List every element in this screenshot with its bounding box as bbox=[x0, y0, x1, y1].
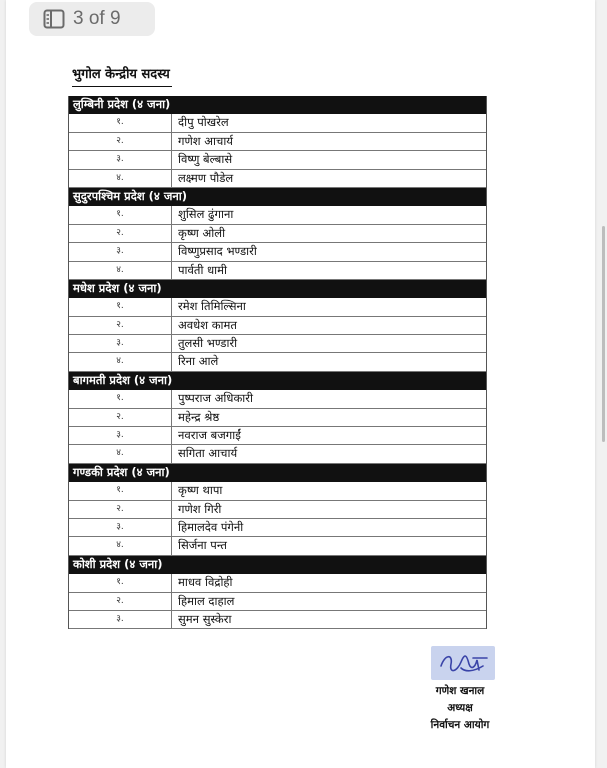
member-name: गणेश आचार्य bbox=[178, 133, 233, 148]
member-name: सिर्जना पन्त bbox=[178, 538, 227, 553]
member-name: अवधेश कामत bbox=[178, 317, 237, 332]
table-row bbox=[69, 170, 486, 188]
row-number: ३. bbox=[69, 335, 172, 352]
row-number: २. bbox=[69, 225, 172, 242]
row-number: ४. bbox=[69, 353, 172, 370]
member-name: तुलसी भण्डारी bbox=[178, 336, 238, 351]
row-number: ३. bbox=[69, 243, 172, 260]
table-row bbox=[69, 611, 486, 629]
table-row bbox=[69, 574, 486, 592]
section-header: गण्डकी प्रदेश (४ जना) bbox=[69, 464, 486, 482]
members-table bbox=[68, 96, 487, 629]
table-row bbox=[69, 353, 486, 371]
signatory-block bbox=[410, 683, 510, 734]
table-row bbox=[69, 317, 486, 335]
member-name: दीपु पोखरेल bbox=[178, 115, 229, 130]
member-name: पार्वती धामी bbox=[178, 262, 227, 277]
row-number: १. bbox=[69, 298, 172, 315]
row-number: १. bbox=[69, 114, 172, 131]
member-name: गणेश गिरी bbox=[178, 501, 222, 516]
row-number: २. bbox=[69, 409, 172, 426]
signatory-role: अध्यक्ष bbox=[447, 702, 473, 714]
table-row bbox=[69, 243, 486, 261]
member-name: कृष्ण थापा bbox=[178, 483, 223, 498]
row-number: ४. bbox=[69, 445, 172, 462]
member-name: रिना आले bbox=[178, 354, 219, 369]
member-name: शुसिल ढुंगाना bbox=[178, 207, 234, 222]
row-number: ३. bbox=[69, 611, 172, 628]
table-row bbox=[69, 409, 486, 427]
signatory-name: गणेश खनाल bbox=[435, 685, 485, 697]
signatory-office: निर्वाचन आयोग bbox=[430, 719, 490, 731]
table-row bbox=[69, 519, 486, 537]
row-number: २. bbox=[69, 317, 172, 334]
table-row bbox=[69, 537, 486, 555]
table-row bbox=[69, 593, 486, 611]
row-number: ३. bbox=[69, 151, 172, 168]
row-number: ४. bbox=[69, 262, 172, 279]
table-row bbox=[69, 298, 486, 316]
table-row bbox=[69, 114, 486, 132]
member-name: नवराज बजगाईं bbox=[178, 428, 241, 443]
row-number: १. bbox=[69, 574, 172, 591]
member-name: हिमाल दाहाल bbox=[178, 593, 235, 608]
member-name: सुमन सुस्केरा bbox=[178, 611, 232, 626]
member-name: पुष्पराज अधिकारी bbox=[178, 391, 253, 406]
table-row bbox=[69, 151, 486, 169]
table-row bbox=[69, 133, 486, 151]
section-header: सुदुरपश्चिम प्रदेश (४ जना) bbox=[69, 188, 486, 206]
row-number: १. bbox=[69, 206, 172, 223]
table-row bbox=[69, 445, 486, 463]
signature-image bbox=[431, 646, 495, 680]
row-number: ४. bbox=[69, 537, 172, 554]
table-row bbox=[69, 225, 486, 243]
member-name: रमेश तिमिल्सिना bbox=[178, 299, 246, 314]
row-number: ३. bbox=[69, 519, 172, 536]
row-number: २. bbox=[69, 501, 172, 518]
page-indicator[interactable] bbox=[29, 2, 155, 36]
member-name: सगिता आचार्य bbox=[178, 446, 238, 461]
page-indicator-text: 3 of 9 bbox=[73, 8, 121, 29]
member-name: महेन्द्र श्रेष्ठ bbox=[178, 409, 220, 424]
member-name: हिमालदेव पंगेनी bbox=[178, 519, 244, 534]
section-header: लुम्बिनी प्रदेश (४ जना) bbox=[69, 96, 486, 114]
section-header: बागमती प्रदेश (४ जना) bbox=[69, 372, 486, 390]
member-name: विष्णु बेल्बासे bbox=[178, 152, 233, 167]
table-row bbox=[69, 335, 486, 353]
member-name: लक्ष्मण पौडेल bbox=[178, 170, 234, 185]
table-row bbox=[69, 206, 486, 224]
member-name: कृष्ण ओली bbox=[178, 225, 226, 240]
row-number: २. bbox=[69, 133, 172, 150]
table-row bbox=[69, 482, 486, 500]
row-number: ३. bbox=[69, 427, 172, 444]
member-name: विष्णुप्रसाद भण्डारी bbox=[178, 244, 257, 259]
table-row bbox=[69, 427, 486, 445]
member-name: माधव विद्रोही bbox=[178, 575, 233, 590]
row-number: १. bbox=[69, 482, 172, 499]
table-row bbox=[69, 262, 486, 280]
row-number: ४. bbox=[69, 170, 172, 187]
section-header: कोशी प्रदेश (४ जना) bbox=[69, 556, 486, 574]
row-number: २. bbox=[69, 593, 172, 610]
table-row bbox=[69, 501, 486, 519]
document-title: भुगोल केन्द्रीय सदस्य bbox=[72, 66, 172, 87]
row-number: १. bbox=[69, 390, 172, 407]
page-thumbnails-icon[interactable] bbox=[43, 9, 65, 29]
vertical-scrollbar[interactable] bbox=[602, 226, 605, 442]
table-row bbox=[69, 390, 486, 408]
section-header: मधेश प्रदेश (४ जना) bbox=[69, 280, 486, 298]
